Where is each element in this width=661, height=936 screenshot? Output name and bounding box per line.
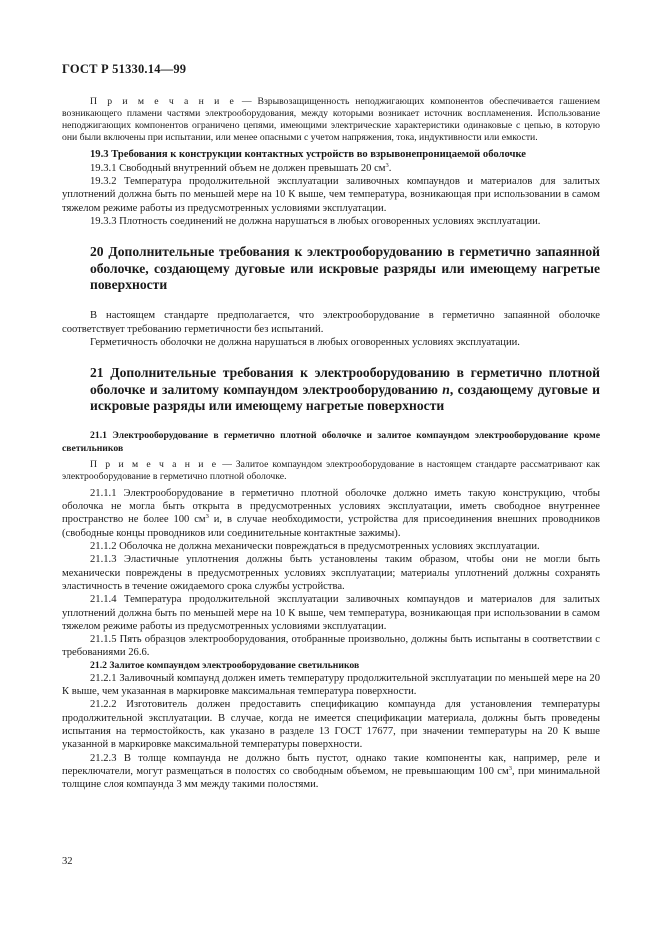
clause-19-3-2: 19.3.2 Температура продолжительной эксплуатации заливочных компаундов и материалов для залитых уплотнений должна быть по меньшей мере на 10 К выше, чем температура, возникающая при использовании в самом тяжелом режиме работы из предусмотренных условиями эксплуатации. [62, 175, 600, 214]
note-label: П р и м е ч а н и е [90, 458, 219, 470]
subsection-heading: 19.3 Требования к конструкции контактных устройств во взрывонепроницаемой оболочке [90, 149, 527, 161]
subsection-heading: 21.2 Залитое компаундом электрооборудование светильников [90, 659, 360, 671]
note-paragraph [62, 459, 600, 483]
note-text: — Залитое компаундом электрооборудование в настоящем стандарте рассматривают как электрооборудование в герметично плотной оболочке. [62, 458, 600, 482]
clause-21-2-1: 21.2.1 Заливочный компаунд должен иметь температуру продолжительной эксплуатации по меньшей мере на 20 К выше, чем указанная в маркировке максимальная температура поверхности. [62, 672, 600, 698]
section-20-text-a: В настоящем стандарте предполагается, что электрооборудование в герметично запаянной оболочке соответствует требованию герметичности без испытаний. [62, 310, 600, 335]
clause-21-1-4: 21.1.4 Температура продолжительной эксплуатации заливочных компаундов и материалов для залитых уплотнений должна быть по меньшей мере на 10 К выше, чем температура, возникающая при использовании в самом тяжелом режиме работы из предусмотренных условиями эксплуатации. [62, 594, 600, 632]
clause-19-3-3: 19.3.3 Плотность соединений не должна нарушаться в любых оговоренных условиях эксплуатации. [90, 215, 541, 227]
note-text: — Взрывозащищенность неподжигающих компонентов обеспечивается гашением возникающего пламени частями электрооборудования, между которыми возникает источник воспламенения. Использование неподжигающих компонентов ограничено цепями, имеющими электрические характеристики одинаковые с цепью, в которую они были включены при испытании, или менее опасными с учетом напряжения, тока, индуктивности или емкости. [62, 96, 600, 144]
clause-21-1-1: 21.1.1 Электрооборудование в герметично плотной оболочке должно иметь такую конструкцию, чтобы оболочка не могла быть открыта в предусмотренных условиях эксплуатации, иметь свободное внутреннее пространство не более 100 $см^3$ и, в случае необходимости, устройства для присоединения внешних проводников (свободные концы проводников или соединительные контактные зажимы). [62, 487, 601, 539]
clause-21-2-3: 21.2.3 В толще компаунда не должно быть пустот, однако такие компоненты как, например, реле и переключатели, могут размещаться в полостях со свободным объемом, не превышающим 100 $см^3$, при минимальной толщине слоя компаунда 3 мм между такими полостями. [62, 752, 600, 791]
clause-19-3-1: 19.3.1 Свободный внутренний объем не должен превышать 20 $см^3$. [90, 161, 392, 174]
document-body [62, 96, 600, 791]
section-heading-21: 21 Дополнительные требования к электрооборудованию в герметично плотной оболочке и залитому компаундом электрооборудованию n, создающему дуговые и искровые разряды или имеющему нагретые поверхности [90, 365, 600, 414]
page-number: 32 [62, 856, 73, 867]
clause-21-1-2: 21.1.2 Оболочка не должна механически повреждаться в предусмотренных условиях эксплуатации. [90, 541, 540, 553]
note-paragraph [62, 96, 600, 144]
note-label: П р и м е ч а н и е [90, 96, 237, 107]
section-20-text-b: Герметичность оболочки не должна нарушаться в любых оговоренных условиях эксплуатации. [90, 336, 520, 348]
clause-21-1-5: 21.1.5 Пять образцов электрооборудования, отобранные произвольно, должны быть испытаны в соответствии с требованиями 26.6. [62, 634, 600, 659]
clause-21-2-2: 21.2.2 Изготовитель должен предоставить спецификацию компаунда для установления температуры продолжительной эксплуатации. В случае, когда не имеется спецификации материала, должны быть проведены испытания на термостойкость, как указано в разделе 13 ГОСТ 17677, при значении температуры на 20 К выше указанной в маркировке максимальной температуры поверхности. [62, 699, 600, 751]
clause-21-1-3: 21.1.3 Эластичные уплотнения должны быть установлены таким образом, чтобы они не могли быть механически повреждены в предусмотренных условиях эксплуатации; материалы уплотнений должны сохранять эластичность в течение ожидаемого срока службы устройства. [62, 554, 600, 592]
standard-code: ГОСТ Р 51330.14—99 [62, 62, 187, 76]
section-heading-20: 20 Дополнительные требования к электрооборудованию в герметично запаянной оболочке, создающему дуговые или искровые разряды или имеющему нагретые поверхности [90, 244, 600, 292]
subsection-heading: 21.1 Электрооборудование в герметично плотной оболочке и залитое компаундом электрооборудование кроме светильников [62, 430, 600, 454]
